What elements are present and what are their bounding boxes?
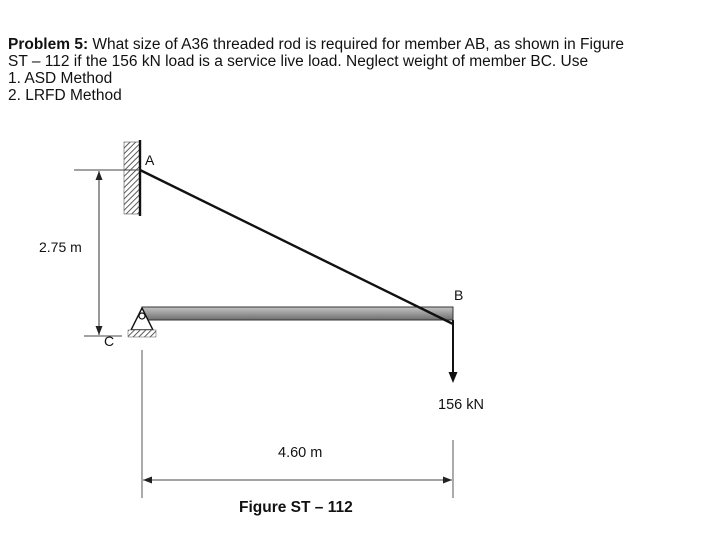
- beam-bc: [142, 307, 453, 320]
- label-point-c: C: [104, 333, 115, 349]
- problem-line-2: ST – 112 if the 156 kN load is a service live load. Neglect weight of member BC. Use: [8, 53, 589, 70]
- span-label: 4.60 m: [278, 445, 323, 461]
- method-lrfd: 2. LRFD Method: [8, 87, 122, 104]
- method-asd: 1. ASD Method: [8, 70, 113, 87]
- problem-number: Problem 5:: [8, 36, 89, 53]
- span-dimension: [142, 350, 453, 498]
- label-point-b: B: [454, 287, 464, 303]
- figure-caption: Figure ST – 112: [239, 499, 353, 516]
- member-ab: [140, 170, 453, 324]
- label-point-a: A: [145, 152, 155, 168]
- load-arrow: [449, 320, 458, 383]
- wall-support: [124, 140, 140, 216]
- problem-question: What size of A36 threaded rod is required for member AB, as shown in Figure: [92, 36, 624, 53]
- height-label: 2.75 m: [39, 239, 82, 255]
- load-label: 156 kN: [438, 397, 484, 413]
